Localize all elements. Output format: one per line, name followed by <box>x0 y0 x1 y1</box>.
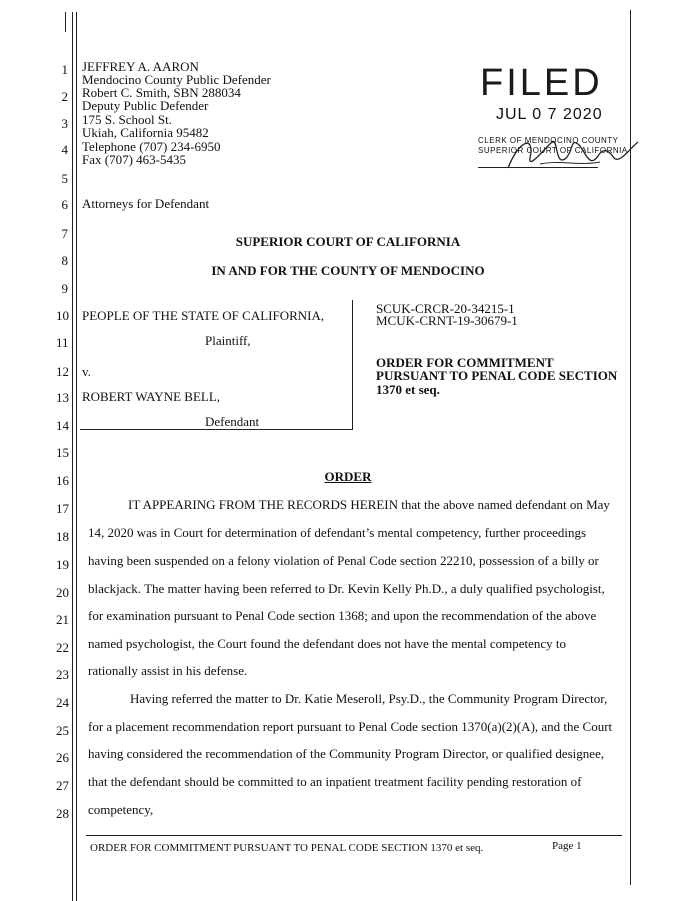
line-number: 21 <box>56 612 69 627</box>
court-county: IN AND FOR THE COUNTY OF MENDOCINO <box>211 263 485 278</box>
body-line: IT APPEARING FROM THE RECORDS HEREIN that the above named defendant on May <box>128 497 610 512</box>
line-number: 28 <box>56 806 69 821</box>
line-number: 7 <box>61 226 68 241</box>
attorney-line: Ukiah, California 95482 <box>82 125 209 140</box>
line-number: 18 <box>56 529 69 544</box>
line-number: 10 <box>56 308 69 323</box>
line-number: 6 <box>61 197 68 212</box>
body-line: that the defendant should be committed to an inpatient treatment facility pending restoration of <box>88 774 582 789</box>
caption-defendant-name: ROBERT WAYNE BELL, <box>82 389 221 404</box>
caption-versus: v. <box>82 364 91 379</box>
attorney-line: Mendocino County Public Defender <box>82 72 271 87</box>
filed-stamp-clerk-line1: CLERK OF MENDOCINO COUNTY <box>478 136 619 145</box>
line-number: 14 <box>56 418 69 433</box>
body-line: rationally assist in his defense. <box>88 663 248 678</box>
line-number: 13 <box>56 390 69 405</box>
body-line: having been suspended on a felony violation of Penal Code section 22210, possession of a billy or <box>88 553 599 568</box>
line-number: 19 <box>56 557 69 572</box>
line-number: 15 <box>56 445 69 460</box>
caption-people: PEOPLE OF THE STATE OF CALIFORNIA, <box>82 308 325 323</box>
line-number: 24 <box>56 695 69 710</box>
footer-rule <box>86 835 622 836</box>
caption-bottom-rule <box>80 429 352 430</box>
footer-page-number: Page 1 <box>552 840 582 852</box>
filed-stamp-title: FILED <box>480 62 603 104</box>
line-number: 12 <box>56 364 69 379</box>
line-number: 23 <box>56 667 69 682</box>
case-number-2: MCUK-CRNT-19-30679-1 <box>376 313 518 328</box>
caption-defendant-label: Defendant <box>205 414 260 429</box>
document-title-2: PURSUANT TO PENAL CODE SECTION <box>376 368 618 383</box>
clerk-signature <box>500 128 640 178</box>
line-number: 2 <box>61 89 68 104</box>
court-name: SUPERIOR COURT OF CALIFORNIA <box>235 234 461 249</box>
filed-stamp-date: JUL 0 7 2020 <box>496 106 603 123</box>
caption-divider <box>352 300 353 430</box>
body-line: blackjack. The matter having been referred to Dr. Kevin Kelly Ph.D., a duly qualified psychologist, <box>88 581 605 596</box>
body-line: 14, 2020 was in Court for determination of defendant’s mental competency, further proceedings <box>88 525 587 540</box>
caption-plaintiff: Plaintiff, <box>205 333 251 348</box>
line-number: 4 <box>61 142 68 157</box>
body-line: named psychologist, the Court found the defendant does not have the mental competency to <box>88 636 566 651</box>
line-number: 26 <box>56 750 69 765</box>
line-number: 27 <box>56 778 69 793</box>
body-line: having considered the recommendation of the Community Program Director, or qualified designee, <box>88 746 605 761</box>
line-number: 5 <box>61 171 68 186</box>
attorneys-for-defendant: Attorneys for Defendant <box>82 196 210 211</box>
body-line: for examination pursuant to Penal Code section 1368; and upon the recommendation of the above <box>88 608 597 623</box>
line-number: 8 <box>61 253 68 268</box>
line-number: 3 <box>61 116 68 131</box>
document-title-3: 1370 et seq. <box>376 382 440 397</box>
line-number: 22 <box>56 640 69 655</box>
attorney-line: 175 S. School St. <box>82 112 172 127</box>
footer-title: ORDER FOR COMMITMENT PURSUANT TO PENAL CODE SECTION 1370 et seq. <box>90 842 484 854</box>
order-heading: ORDER <box>324 469 372 484</box>
line-number: 16 <box>56 473 69 488</box>
filed-stamp-clerk-line2: SUPERIOR COURT OF CALIFORNIA <box>478 146 628 155</box>
line-number: 11 <box>56 335 69 350</box>
left-margin-rule-inner <box>76 12 77 901</box>
line-number: 1 <box>61 62 68 77</box>
left-margin-rule-outer <box>72 12 73 901</box>
line-number: 25 <box>56 723 69 738</box>
left-margin-rule-far <box>65 12 66 32</box>
case-number-1: SCUK-CRCR-20-34215-1 <box>376 301 515 316</box>
attorney-line: Telephone (707) 234-6950 <box>82 139 221 154</box>
attorney-line: Robert C. Smith, SBN 288034 <box>82 85 241 100</box>
body-line: competency, <box>88 802 154 817</box>
attorney-line: Deputy Public Defender <box>82 98 209 113</box>
document-title-1: ORDER FOR COMMITMENT <box>376 355 554 370</box>
line-number: 17 <box>56 501 69 516</box>
line-number: 9 <box>61 281 68 296</box>
line-number: 20 <box>56 585 69 600</box>
body-line: Having referred the matter to Dr. Katie Meseroll, Psy.D., the Community Program Director, <box>130 691 608 706</box>
body-line: for a placement recommendation report pursuant to Penal Code section 1370(a)(2)(A), and the Court <box>88 719 613 734</box>
attorney-line: JEFFREY A. AARON <box>82 59 199 74</box>
attorney-line: Fax (707) 463-5435 <box>82 152 186 167</box>
